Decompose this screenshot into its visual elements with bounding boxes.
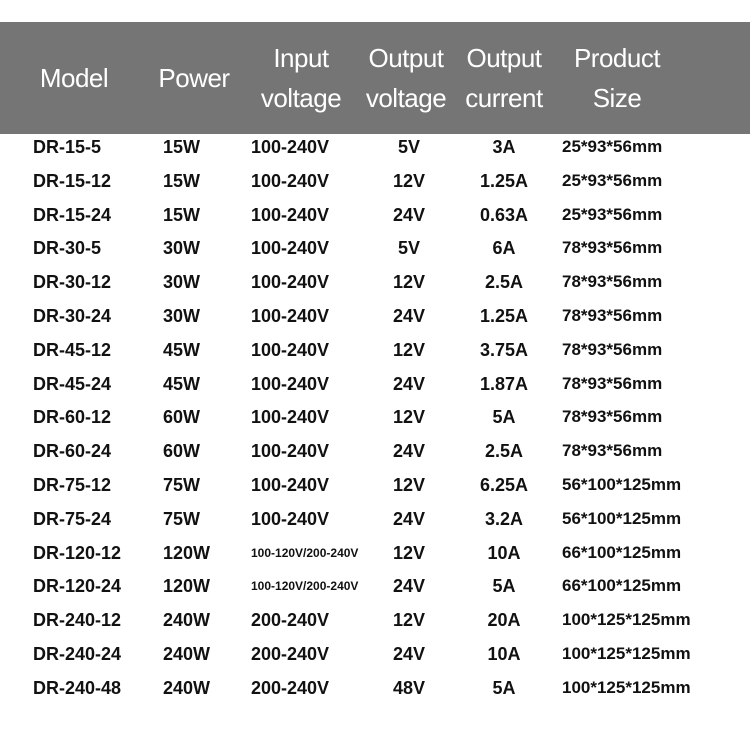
product-size-cell: 78*93*56mm: [562, 407, 663, 427]
table-header: [0, 22, 750, 134]
header-model-line1: Model: [39, 63, 109, 93]
output-voltage-cell: 24V: [392, 441, 426, 462]
output-current-cell: 3.2A: [484, 508, 524, 529]
product-size-cell: 78*93*56mm: [562, 272, 663, 292]
product-size-cell: 25*93*56mm: [562, 170, 663, 190]
header-output-current-line2: current: [465, 83, 543, 113]
header-output-voltage-line1: Output: [368, 43, 444, 73]
input-voltage-cell: 200-240V: [251, 677, 330, 698]
power-cell: 75W: [163, 475, 201, 495]
table-row: [0, 502, 750, 536]
power-cell: 15W: [163, 170, 201, 191]
table-row: [0, 231, 750, 265]
power-cell: 120W: [163, 576, 211, 597]
input-voltage-cell: 100-240V: [251, 441, 330, 462]
output-current-cell: 6A: [492, 238, 516, 259]
output-voltage-cell: 24V: [392, 373, 426, 394]
output-current-cell: 2.5A: [484, 272, 524, 293]
model-cell: DR-30-5: [33, 238, 102, 259]
input-voltage-cell: 100-240V: [251, 475, 330, 495]
power-cell: 240W: [163, 610, 211, 631]
header-power: [150, 22, 238, 134]
input-voltage-cell: 100-240V: [251, 238, 330, 259]
input-voltage-cell: 100-240V: [251, 339, 330, 360]
output-current-cell: 1.87A: [479, 373, 529, 394]
model-cell: DR-45-24: [33, 373, 112, 394]
product-size-cell: 78*93*56mm: [562, 306, 663, 325]
output-current-cell: 5A: [492, 677, 516, 698]
product-size-cell: 66*100*125mm: [562, 542, 682, 562]
model-cell: DR-15-5: [33, 137, 102, 157]
table-row: [0, 434, 750, 468]
power-cell: 30W: [163, 306, 201, 326]
table-row: [0, 299, 750, 333]
table-row: [0, 671, 750, 705]
table-row: [0, 198, 750, 232]
input-voltage-cell: 100-240V: [251, 272, 330, 293]
output-voltage-cell: 5V: [397, 238, 421, 259]
power-cell: 75W: [163, 508, 201, 529]
power-cell: 15W: [163, 137, 201, 157]
power-cell: 60W: [163, 441, 201, 462]
model-cell: DR-30-24: [33, 306, 112, 326]
output-current-cell: 1.25A: [479, 170, 529, 191]
input-voltage-cell: 100-240V: [251, 204, 330, 225]
model-cell: DR-75-12: [33, 475, 112, 495]
output-voltage-cell: 5V: [397, 137, 421, 157]
product-size-cell: 100*125*125mm: [562, 644, 691, 663]
header-output-current: [456, 22, 552, 134]
model-cell: DR-240-48: [33, 677, 122, 698]
table-row: [0, 569, 750, 603]
input-voltage-cell: 100-120V/200-240V: [251, 579, 359, 594]
table-row: [0, 603, 750, 637]
output-current-cell: 0.63A: [479, 204, 529, 225]
output-voltage-cell: 24V: [392, 204, 426, 225]
table-row: [0, 468, 750, 502]
output-voltage-cell: 12V: [392, 475, 426, 495]
output-current-cell: 1.25A: [479, 306, 529, 326]
output-current-cell: 3.75A: [479, 339, 529, 360]
output-voltage-cell: 12V: [392, 610, 426, 631]
output-current-cell: 10A: [487, 542, 521, 563]
output-current-cell: 3A: [492, 137, 516, 157]
table-row: [0, 367, 750, 401]
input-voltage-cell: 100-240V: [251, 508, 330, 529]
product-size-cell: 78*93*56mm: [562, 373, 663, 393]
table-row: [0, 637, 750, 671]
product-size-cell: 100*125*125mm: [562, 677, 691, 697]
input-voltage-cell: 100-240V: [251, 407, 330, 428]
power-cell: 30W: [163, 238, 201, 259]
output-current-cell: 20A: [487, 610, 521, 631]
output-voltage-cell: 12V: [392, 542, 426, 563]
output-voltage-cell: 12V: [392, 272, 426, 293]
header-model: [20, 22, 128, 134]
product-size-cell: 78*93*56mm: [562, 441, 663, 461]
header-output-voltage-line2: voltage: [365, 83, 447, 113]
input-voltage-cell: 100-240V: [251, 170, 330, 191]
output-voltage-cell: 48V: [392, 677, 426, 698]
output-voltage-cell: 12V: [392, 339, 426, 360]
table-row: [0, 265, 750, 299]
header-power-line1: Power: [158, 63, 230, 93]
table-row: [0, 400, 750, 434]
model-cell: DR-15-12: [33, 170, 112, 191]
table-row: [0, 333, 750, 367]
output-current-cell: 5A: [492, 407, 516, 428]
product-size-cell: 66*100*125mm: [562, 576, 682, 596]
output-voltage-cell: 24V: [392, 576, 426, 597]
power-cell: 45W: [163, 373, 201, 394]
product-size-cell: 25*93*56mm: [562, 204, 663, 224]
output-current-cell: 6.25A: [479, 475, 529, 495]
input-voltage-cell: 200-240V: [251, 644, 330, 664]
model-cell: DR-120-24: [33, 576, 122, 597]
output-voltage-cell: 24V: [392, 306, 426, 326]
output-voltage-cell: 12V: [392, 407, 426, 428]
model-cell: DR-75-24: [33, 508, 112, 529]
input-voltage-cell: 100-240V: [251, 137, 330, 157]
power-cell: 120W: [163, 542, 211, 563]
product-size-cell: 56*100*125mm: [562, 475, 682, 494]
output-voltage-cell: 24V: [392, 508, 426, 529]
product-size-cell: 56*100*125mm: [562, 508, 682, 528]
table-row: [0, 164, 750, 198]
header-input-voltage-line1: Input: [273, 43, 329, 73]
header-output-current-line1: Output: [466, 43, 542, 73]
header-product-size-line1: Product: [573, 43, 661, 73]
input-voltage-cell: 100-240V: [251, 306, 330, 326]
power-cell: 240W: [163, 677, 211, 698]
output-current-cell: 2.5A: [484, 441, 524, 462]
input-voltage-cell: 100-120V/200-240V: [251, 545, 359, 560]
model-cell: DR-240-12: [33, 610, 122, 631]
power-cell: 45W: [163, 339, 201, 360]
header-input-voltage-line2: voltage: [260, 83, 342, 113]
model-cell: DR-60-24: [33, 441, 112, 462]
table-row: [0, 536, 750, 570]
model-cell: DR-45-12: [33, 339, 112, 360]
power-cell: 30W: [163, 272, 201, 293]
power-cell: 60W: [163, 407, 201, 428]
model-cell: DR-120-12: [33, 542, 122, 563]
model-cell: DR-60-12: [33, 407, 112, 428]
power-cell: 15W: [163, 204, 201, 225]
model-cell: DR-240-24: [33, 644, 122, 664]
product-size-cell: 25*93*56mm: [562, 137, 663, 156]
power-cell: 240W: [163, 644, 211, 664]
output-current-cell: 5A: [492, 576, 516, 597]
output-current-cell: 10A: [487, 644, 521, 664]
table-row: [0, 130, 750, 164]
header-product-size-line2: Size: [592, 83, 642, 113]
output-voltage-cell: 12V: [392, 170, 426, 191]
product-size-cell: 100*125*125mm: [562, 610, 691, 630]
header-output-voltage: [358, 22, 454, 134]
output-voltage-cell: 24V: [392, 644, 426, 664]
input-voltage-cell: 200-240V: [251, 610, 330, 631]
model-cell: DR-15-24: [33, 204, 112, 225]
input-voltage-cell: 100-240V: [251, 373, 330, 394]
product-size-cell: 78*93*56mm: [562, 339, 663, 359]
model-cell: DR-30-12: [33, 272, 112, 293]
product-size-cell: 78*93*56mm: [562, 238, 663, 258]
header-product-size: [562, 22, 672, 134]
header-input-voltage: [252, 22, 350, 134]
